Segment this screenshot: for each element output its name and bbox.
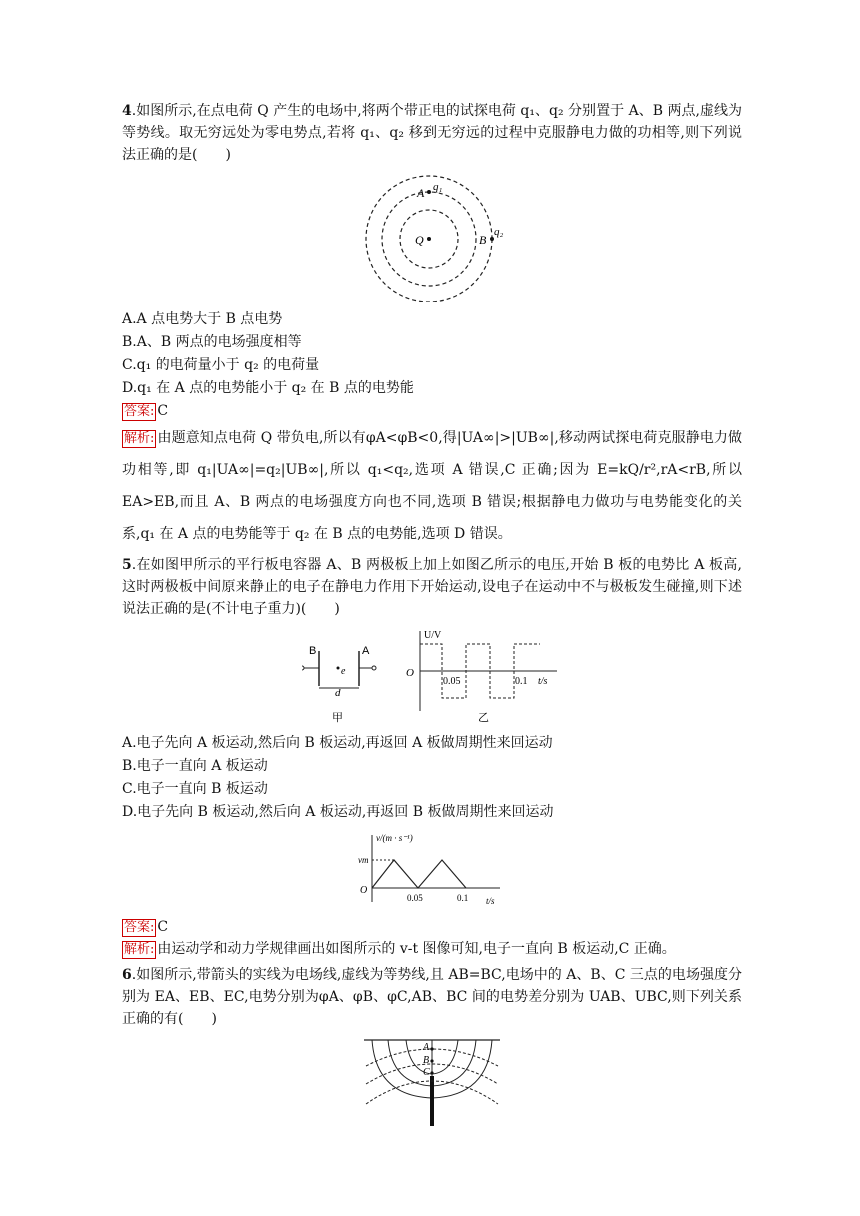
label-vm: vm (358, 855, 369, 865)
terminal-right (372, 666, 376, 670)
label-Q: Q (415, 233, 424, 247)
label-B: B (423, 1055, 430, 1066)
label-q2: q₂ (494, 226, 504, 238)
q5-option-d: D.电子先向 B 板运动,然后向 A 板运动,再返回 B 板做周期性来回运动 (122, 804, 554, 820)
label-q1: q₁ (433, 181, 443, 193)
q6-figure (122, 1036, 742, 1128)
q5-stem: 5.在如图甲所示的平行板电容器 A、B 两极板上加上如图乙所示的电压,开始 B 板的电势比 A 板高,这时两极板中间原来静止的电子在静电力作用下开始运动,设电子在运动中不与极板发生碰撞,则下述说法正确的是(不计电子重力)( ) (122, 557, 742, 617)
label-A: A (417, 186, 425, 200)
tick-0-05: 0.05 (443, 676, 461, 687)
point-charge-Q (427, 237, 431, 241)
analysis-tag: 解析: (124, 942, 155, 957)
q4-option-d: D.q₁ 在 A 点的电势能小于 q₂ 在 B 点的电势能 (122, 380, 414, 396)
q5-option-b: B.电子一直向 A 板运动 (122, 758, 268, 774)
electron (337, 667, 340, 670)
capacitor-and-voltage-diagram (302, 626, 562, 726)
q5-figures (122, 626, 742, 726)
q5-options (122, 732, 742, 824)
q4-option-c: C.q₁ 的电荷量小于 q₂ 的电荷量 (122, 357, 320, 373)
tick-0-05: 0.05 (407, 893, 423, 903)
caption-yi: 乙 (478, 712, 489, 724)
voltage-graph-yi (406, 630, 557, 724)
point-B (430, 1059, 433, 1062)
velocity-line (372, 860, 466, 888)
velocity-time-graph (352, 830, 512, 910)
capacitor-figure-jia (302, 645, 376, 724)
equipotential-circles-diagram (357, 172, 507, 302)
label-v-axis: v/(m · s⁻¹) (376, 833, 413, 843)
tick-0-1: 0.1 (457, 893, 469, 903)
answer-tag: 答案: (124, 920, 155, 935)
q5-answer: 答案: C (124, 919, 169, 935)
q4-answer: 答案: C (124, 403, 169, 419)
label-B: B (479, 233, 487, 247)
label-plate-A: A (362, 645, 370, 657)
label-origin: O (406, 667, 414, 679)
q4-options (122, 308, 742, 400)
q4-option-b: B.A、B 两点的电场强度相等 (122, 334, 302, 350)
caption-jia: 甲 (332, 712, 343, 724)
label-origin: O (360, 885, 368, 896)
q4-figure (122, 172, 742, 302)
q4-analysis: 解析: 由题意知点电荷 Q 带负电,所以有φA<φB<0,得|UA∞|>|UB∞|,移动两试探电荷克服静电力做功相等,即 q₁|UA∞|=q₂|UB∞|,所以 q₁<q₂,选项 A 错误,C 正确;因为 E=kQ/r²,rA<rB,所以 EA>EB,而且 A、B 两点的电场强度方向也不同,选项 B 错误;根据静电力做功与电势能变化的关系,q₁ 在 A 点的电势能等于 q₂ 在 B 点的电势能,选项 D 错误。 (122, 430, 742, 542)
label-u-axis: U/V (424, 630, 442, 641)
label-e: e (341, 666, 346, 677)
label-t-axis: t/s (538, 676, 548, 687)
analysis-tag: 解析: (124, 431, 155, 446)
label-A: A (423, 1042, 430, 1053)
label-d: d (335, 687, 341, 699)
point-A (427, 190, 431, 194)
tick-0-1: 0.1 (515, 676, 528, 687)
q4-stem: 4.如图所示,在点电荷 Q 产生的电场中,将两个带正电的试探电荷 q₁、q₂ 分别置于 A、B 两点,虚线为等势线。取无穷远处为零电势点,若将 q₁、q₂ 移到无穷远的过程中克服静电力做的功相等,则下列说法正确的是( ) (122, 103, 742, 163)
q6-stem: 6.如图所示,带箭头的实线为电场线,虚线为等势线,且 AB=BC,电场中的 A、B、C 三点的电场强度分别为 EA、EB、EC,电势分别为φA、φB、φC,AB、BC 间的电势差分别为 UAB、UBC,则下列关系正确的有( ) (122, 967, 742, 1027)
q5-option-c: C.电子一直向 B 板运动 (122, 781, 268, 797)
point-C (430, 1071, 433, 1074)
label-t-axis: t/s (486, 896, 495, 906)
q5-analysis: 解析: 由运动学和动力学规律画出如图所示的 v-t 图像可知,电子一直向 B 板运动,C 正确。 (124, 941, 676, 957)
label-plate-B: B (309, 645, 317, 657)
q5-option-a: A.电子先向 A 板运动,然后向 B 板运动,再返回 A 板做周期性来回运动 (122, 735, 553, 751)
field-lines-diagram (362, 1036, 502, 1128)
document-page (122, 100, 742, 1134)
answer-tag: 答案: (124, 404, 155, 419)
point-A (430, 1047, 433, 1050)
terminal-left (302, 666, 304, 670)
q4-option-a: A.A 点电势大于 B 点电势 (122, 311, 283, 327)
label-C: C (423, 1067, 430, 1078)
q5-vt-figure (122, 830, 742, 910)
